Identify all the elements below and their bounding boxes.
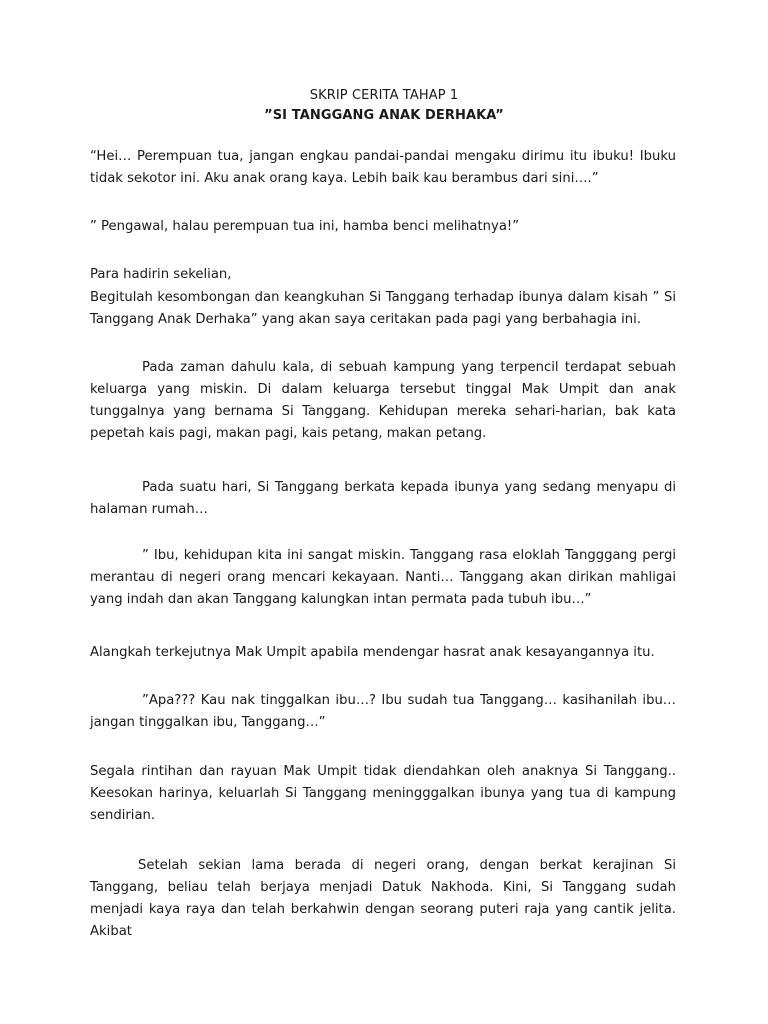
paragraph: Alangkah terkejutnya Mak Umpit apabila mendengar hasrat anak kesayangannya itu. — [90, 645, 655, 660]
paragraph: Segala rintihan dan rayuan Mak Umpit tidak diendahkan oleh anaknya Si Tanggang.. Keesokan harinya, keluarlah Si Tanggang meningggalkan ibunya yang tua di kampung sendirian. — [90, 764, 676, 823]
paragraph: Pada zaman dahulu kala, di sebuah kampung yang terpencil terdapat sebuah keluarga yang miskin. Di dalam keluarga tersebut tinggal Mak Umpit dan anak tunggalnya yang bernama Si Tanggang. Kehidupan mereka sehari-harian, bak kata pepetah kais pagi, makan pagi, kais petang, makan petang. — [90, 360, 676, 441]
paragraph: Para hadirin sekelian, — [90, 267, 232, 282]
paragraph: Setelah sekian lama berada di negeri orang, dengan berkat kerajinan Si Tanggang, beliau telah berjaya menjadi Datuk Nakhoda. Kini, Si Tanggang sudah menjadi kaya raya dan telah berkahwin dengan seorang puteri raja yang cantik jelita. Akibat — [90, 858, 676, 939]
paragraph: ” Pengawal, halau perempuan tua ini, hamba benci melihatnya!” — [90, 219, 520, 234]
paragraph: Begitulah kesombongan dan keangkuhan Si Tanggang terhadap ibunya dalam kisah ” Si Tanggang Anak Derhaka” yang akan saya ceritakan pada pagi yang berbahagia ini. — [90, 290, 676, 327]
document-title: ”SI TANGGANG ANAK DERHAKA” — [264, 108, 504, 123]
paragraph: “Hei… Perempuan tua, jangan engkau pandai-pandai mengaku dirimu itu ibuku! Ibuku tidak sekotor ini. Aku anak orang kaya. Lebih baik kau berambus dari sini….” — [90, 149, 676, 186]
paragraph: Pada suatu hari, Si Tanggang berkata kepada ibunya yang sedang menyapu di halaman rumah… — [90, 480, 676, 517]
paragraph: ”Apa??? Kau nak tinggalkan ibu…? Ibu sudah tua Tanggang… kasihanilah ibu… jangan tinggalkan ibu, Tanggang…” — [90, 693, 676, 730]
paragraph: ” Ibu, kehidupan kita ini sangat miskin. Tanggang rasa eloklah Tangggang pergi merantau di negeri orang mencari kekayaan. Nanti… Tanggang akan dirikan mahligai yang indah dan akan Tanggang kalungkan intan permata pada tubuh ibu…” — [90, 548, 676, 607]
header-line: SKRIP CERITA TAHAP 1 — [309, 88, 459, 103]
